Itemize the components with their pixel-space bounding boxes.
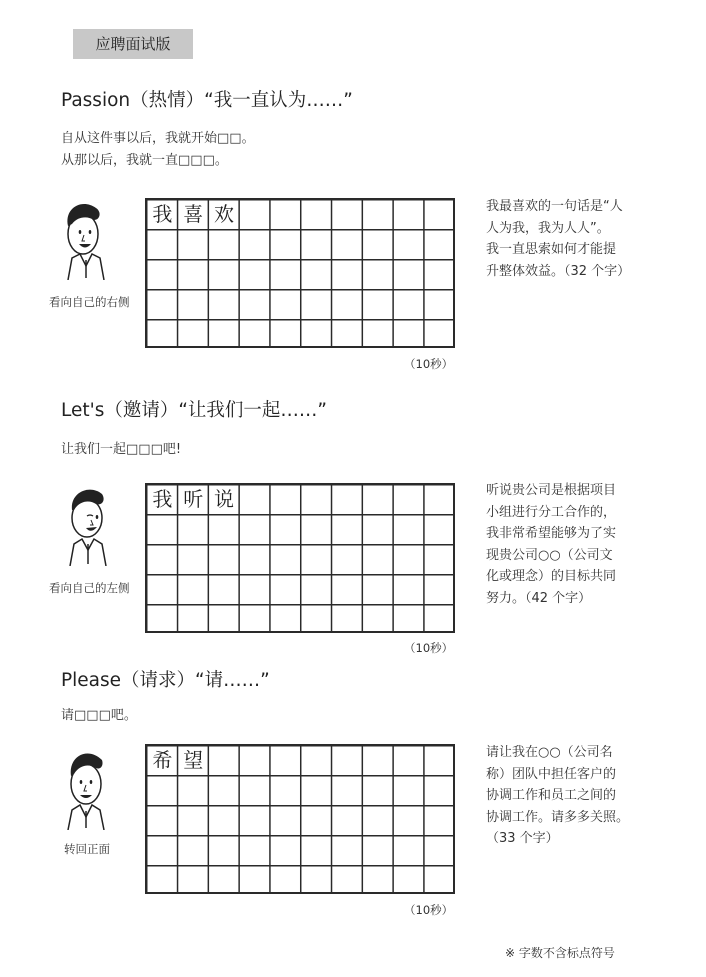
sample-line: 请让我在○○（公司名 <box>486 745 613 760</box>
section-line: 自从这件事以后，我就开始□□。 <box>61 131 255 146</box>
sample-line: 我非常希望能够为了实 <box>486 526 617 541</box>
figure-caption: 看向自己的左侧 <box>49 581 130 595</box>
section-heading-please: Please（请求）“请……” <box>61 670 270 691</box>
sample-line: 升整体效益。（32 个字） <box>486 263 631 279</box>
sample-answer <box>486 480 646 609</box>
man-illustration-front <box>58 748 114 830</box>
sample-line: 协调工作和员工之间的 <box>486 788 617 803</box>
sample-line: 我最喜欢的一句话是“人 <box>486 199 623 214</box>
sample-line: 人为我，我为人人”。 <box>486 220 610 236</box>
grid-char: 我 <box>152 487 173 511</box>
sample-line: 小组进行分工合作的， <box>486 504 617 520</box>
section-heading-passion: Passion（热情）“我一直认为……” <box>61 90 353 111</box>
man-illustration-left <box>60 484 116 566</box>
grid-char: 望 <box>183 748 204 772</box>
man-illustration-right <box>60 198 116 280</box>
grid-char: 说 <box>213 487 234 511</box>
sample-answer <box>486 742 646 850</box>
grid-char: 我 <box>152 202 173 226</box>
section-line: 请□□□吧。 <box>61 708 137 723</box>
sample-line: 现贵公司○○（公司文 <box>486 547 613 563</box>
timer-label: （10秒） <box>404 903 454 917</box>
section-heading-lets: Let's（邀请）“让我们一起……” <box>61 400 328 421</box>
grid-char: 喜 <box>183 202 204 226</box>
sample-line: 我一直思索如何才能提 <box>486 242 617 257</box>
writing-grid <box>145 744 455 894</box>
sample-line: 化或理念）的目标共同 <box>486 569 617 584</box>
grid-char: 希 <box>152 748 173 772</box>
sample-line: （33 个字） <box>486 831 559 846</box>
figure-caption: 转回正面 <box>64 842 110 856</box>
footnote: ※ 字数不含标点符号 <box>505 946 615 960</box>
sample-line: 称）团队中担任客户的 <box>486 766 617 782</box>
writing-grid <box>145 198 455 348</box>
grid-char: 欢 <box>213 202 234 226</box>
timer-label: （10秒） <box>404 357 454 371</box>
sample-line: 协调工作。请多多关照。 <box>486 809 630 825</box>
timer-label: （10秒） <box>404 641 454 655</box>
section-line: 从那以后，我就一直□□□。 <box>61 153 228 168</box>
sample-answer <box>486 196 646 282</box>
sample-line: 努力。（42 个字） <box>486 590 592 606</box>
edition-tag: 应聘面试版 <box>73 29 193 59</box>
sample-line: 听说贵公司是根据项目 <box>486 483 617 498</box>
grid-char: 听 <box>183 487 204 511</box>
section-line: 让我们一起□□□吧! <box>61 442 182 457</box>
figure-caption: 看向自己的右侧 <box>49 295 130 309</box>
writing-grid <box>145 483 455 633</box>
